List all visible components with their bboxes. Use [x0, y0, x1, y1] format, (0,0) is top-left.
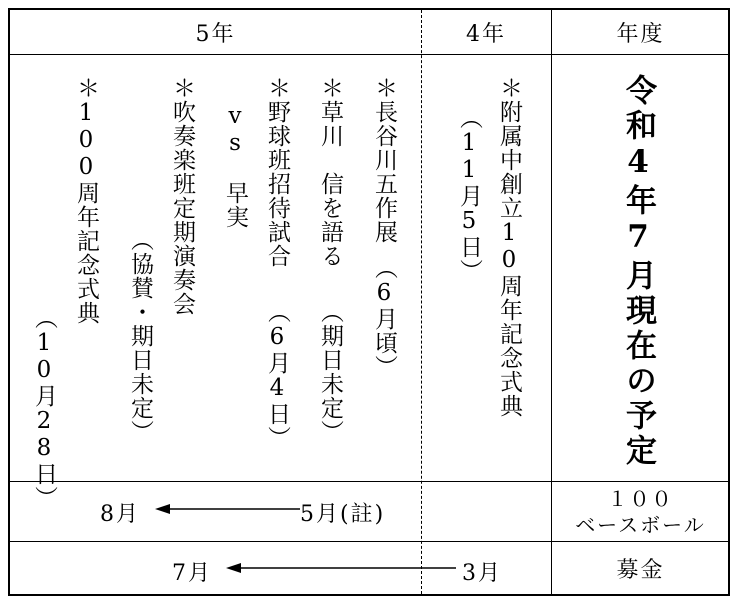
header-nendo: 年度 [616, 21, 665, 47]
event-date-4: （協賛・期日未定） [127, 228, 153, 444]
event-date-1: （期日未定） [317, 300, 343, 444]
baseball-label-line1: １００ [607, 487, 674, 511]
fundraising-label: 募金 [616, 558, 665, 583]
divider-year5-year4 [421, 10, 422, 594]
fundraising-arrow-icon [226, 560, 456, 576]
event-date-year4-0: （11月5日） [456, 106, 482, 283]
baseball-label-line2: ベースボール [575, 513, 706, 537]
event-name-5: ＊100周年記念式典 [73, 76, 99, 325]
page-title: 令和4年7月現在の予定 [620, 74, 656, 469]
event-name-4: ＊吹奏楽班定期演奏会 [169, 76, 195, 316]
baseball-arrow-icon [155, 501, 300, 517]
header-year4: 4年 [466, 21, 506, 47]
event-date-5: （10月28日） [31, 306, 57, 510]
fundraising-to: 7月 [172, 561, 212, 586]
event-date-2: （6月4日） [264, 300, 290, 450]
baseball-from: 5月(註) [300, 502, 386, 527]
baseball-label [551, 486, 730, 538]
schedule-table [8, 8, 730, 596]
baseball-to: 8月 [100, 502, 140, 527]
event-name-2: ＊野球班招待試合 [264, 76, 290, 268]
event-name-0: ＊長谷川五作展 [371, 76, 397, 244]
event-date-0: （6月頃） [371, 256, 397, 379]
event-name-year4-0: ＊附属中創立10周年記念式典 [496, 76, 522, 418]
header-year5: 5年 [195, 21, 236, 47]
fundraising-from: 3月 [462, 561, 502, 586]
event-name-3: vs 早実 [222, 103, 248, 229]
header-divider [10, 54, 728, 55]
events-divider [10, 481, 728, 482]
event-name-1: ＊草川 信を語る [317, 76, 343, 268]
